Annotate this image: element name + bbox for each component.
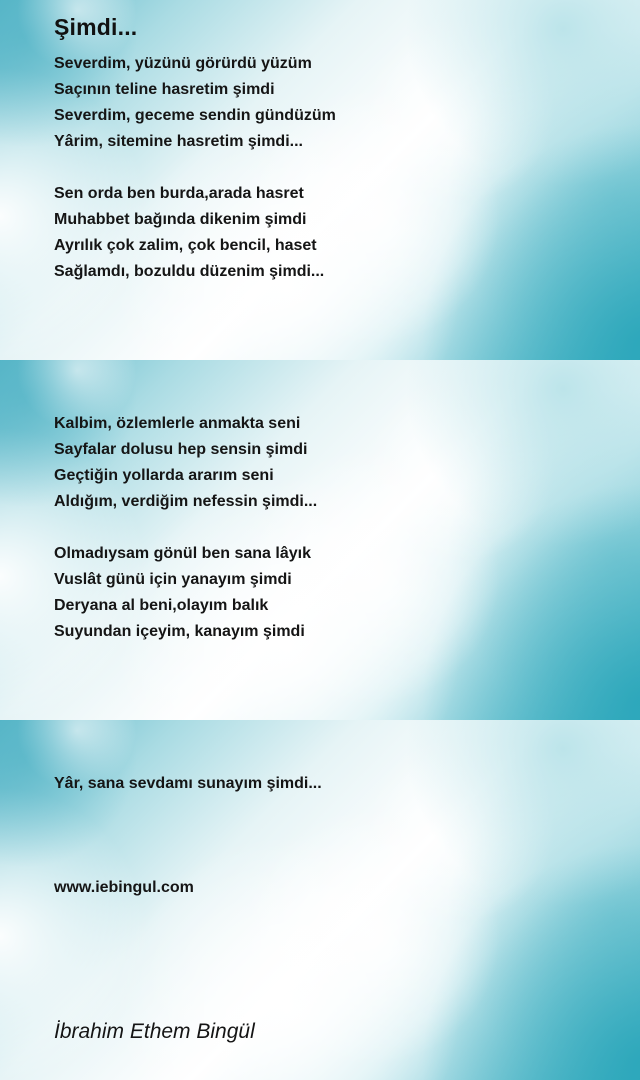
poem-line: Geçtiğin yollarda ararım seni [54, 467, 274, 484]
poem-line: Yârim, sitemine hasretim şimdi... [54, 133, 303, 150]
poem-line: Yâr, sana sevdamı sunayım şimdi... [54, 775, 322, 792]
poem-title: Şimdi... [54, 14, 138, 40]
poem-line: Saçının teline hasretim şimdi [54, 81, 275, 98]
poem-line: Severdim, geceme sendin gündüzüm [54, 107, 336, 124]
stanza-3 [54, 411, 317, 515]
poem-line: Deryana al beni,olayım balık [54, 597, 269, 614]
poem-line: Suyundan içeyim, kanayım şimdi [54, 623, 305, 640]
poem-line: Sayfalar dolusu hep sensin şimdi [54, 441, 308, 458]
poem-line: Muhabbet bağında dikenim şimdi [54, 211, 307, 228]
poem-line: Sağlamdı, bozuldu düzenim şimdi... [54, 263, 325, 280]
author-name: İbrahim Ethem Bingül [54, 1020, 255, 1043]
poem-line: Olmadıysam gönül ben sana lâyık [54, 545, 311, 562]
poem-line: Sen orda ben burda,arada hasret [54, 185, 304, 202]
poem-line: Vuslât günü için yanayım şimdi [54, 571, 292, 588]
stanza-4 [54, 541, 311, 645]
stanza-2 [54, 181, 324, 285]
poem-line: Ayrılık çok zalim, çok bencil, haset [54, 237, 317, 254]
website-link[interactable]: www.iebingul.com [54, 879, 194, 896]
poem-line: Aldığım, verdiğim nefessin şimdi... [54, 493, 318, 510]
poem-line: Severdim, yüzünü görürdü yüzüm [54, 55, 312, 72]
stanza-1 [54, 51, 336, 155]
stanza-5 [54, 771, 322, 797]
poem-line: Kalbim, özlemlerle anmakta seni [54, 415, 301, 432]
